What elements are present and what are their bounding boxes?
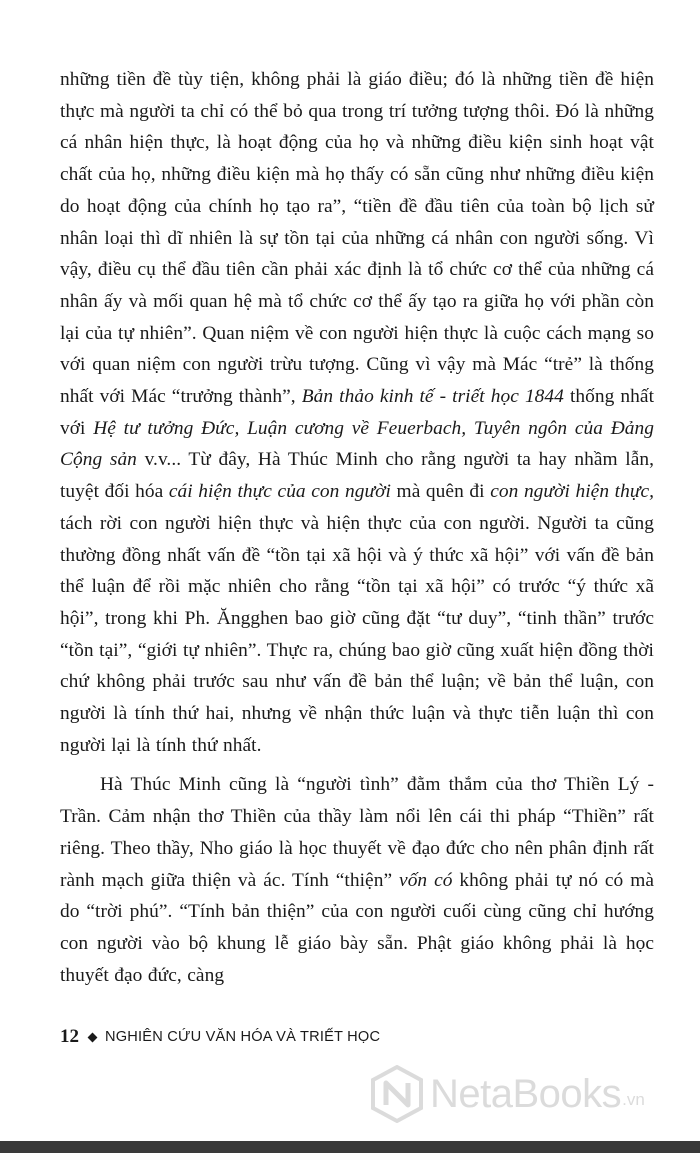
- bottom-edge-band: [0, 1141, 700, 1153]
- netabooks-logo-icon: [368, 1065, 426, 1123]
- page-number: 12: [60, 1026, 79, 1047]
- text-run: thống nhất với: [60, 386, 655, 439]
- watermark-tld: .vn: [622, 1090, 645, 1109]
- paragraph-2: [60, 769, 654, 991]
- italic-text-run: vốn có: [399, 869, 453, 891]
- diamond-bullet-icon: [88, 1032, 98, 1042]
- running-title: NGHIÊN CỨU VĂN HÓA VÀ TRIẾT HỌC: [105, 1029, 381, 1045]
- text-run: những tiền đề tùy tiện, không phải là giáo điều; đó là những tiền đề hiện thực mà người ta chỉ có thể bỏ qua trong trí tưởng tượng thôi. Đó là những cá nhân hiện thực, là hoạt động của họ và những điều kiện sinh hoạt vật chất của họ, những điều kiện mà họ thấy có sẵn cũng như những điều kiện do hoạt động của chính họ tạo ra”, “tiền đề đầu tiên của toàn bộ lịch sử nhân loại thì dĩ nhiên là sự tồn tại của những cá nhân con người sống. Vì vậy, điều cụ thể đầu tiên cần phải xác định là tổ chức cơ thể của những cá nhân ấy và mối quan hệ mà tổ chức cơ thể ấy tạo ra giữa họ với phần còn lại của tự nhiên”. Quan niệm về con người hiện thực là cuộc cách mạng so với quan niệm con người trừu tượng. Cũng vì vậy mà Mác “trẻ” là thống nhất với Mác “trưởng thành”,: [60, 69, 654, 408]
- italic-text-run: cái hiện thực của con người: [168, 481, 391, 503]
- italic-text-run: con người hiện thực,: [490, 481, 655, 503]
- netabooks-watermark: [368, 1062, 645, 1126]
- text-run: tách rời con người hiện thực và hiện thực của con người. Người ta cũng thường đồng nhất vấn đề “tồn tại xã hội và ý thức xã hội” với vấn đề bản thể luận để rồi mặc nhiên cho rằng “tồn tại xã hội” có trước “ý thức xã hội”, trong khi Ph. Ăngghen bao giờ cũng đặt “tư duy”, “tinh thần” trước “tồn tại”, “giới tự nhiên”. Thực ra, chúng bao giờ cũng xuất hiện đồng thời chứ không phải trước sau như vấn đề bản thể luận; về bản thể luận, con người là tính thứ hai, nhưng về nhận thức luận và thực tiễn luận thì con người lại là tính thứ nhất.: [60, 512, 654, 756]
- paragraph-1: [60, 64, 654, 761]
- italic-text-run: Bản thảo kinh tế - triết học 1844: [301, 386, 564, 408]
- body-text: [60, 64, 654, 991]
- page-footer: [60, 1024, 380, 1050]
- text-run: v.v... Từ đây, Hà Thúc Minh cho rằng người ta hay nhầm lẫn, tuyệt đối hóa: [60, 449, 654, 503]
- text-run: không phải tự nó có mà do “trời phú”. “Tính bản thiện” của con người cuối cùng cũng chỉ hướng con người vào bộ khung lễ giáo bày sẵn. Phật giáo không phải là học thuyết đạo đức, càng: [60, 869, 654, 986]
- text-run: mà quên đi: [390, 481, 491, 503]
- watermark-text: NetaBooks: [430, 1071, 622, 1116]
- italic-text-run: Hệ tư tưởng Đức, Luận cương về Feuerbach, Tuyên ngôn của Đảng Cộng sản: [60, 417, 655, 471]
- text-run: Hà Thúc Minh cũng là “người tình” đằm thắm của thơ Thiền Lý - Trần. Cảm nhận thơ Thiền của thầy làm nổi lên cái thi pháp “Thiền” rất riêng. Theo thầy, Nho giáo là học thuyết về đạo đức cho nên phân định rất rành mạch giữa thiện và ác. Tính “thiện”: [60, 774, 654, 891]
